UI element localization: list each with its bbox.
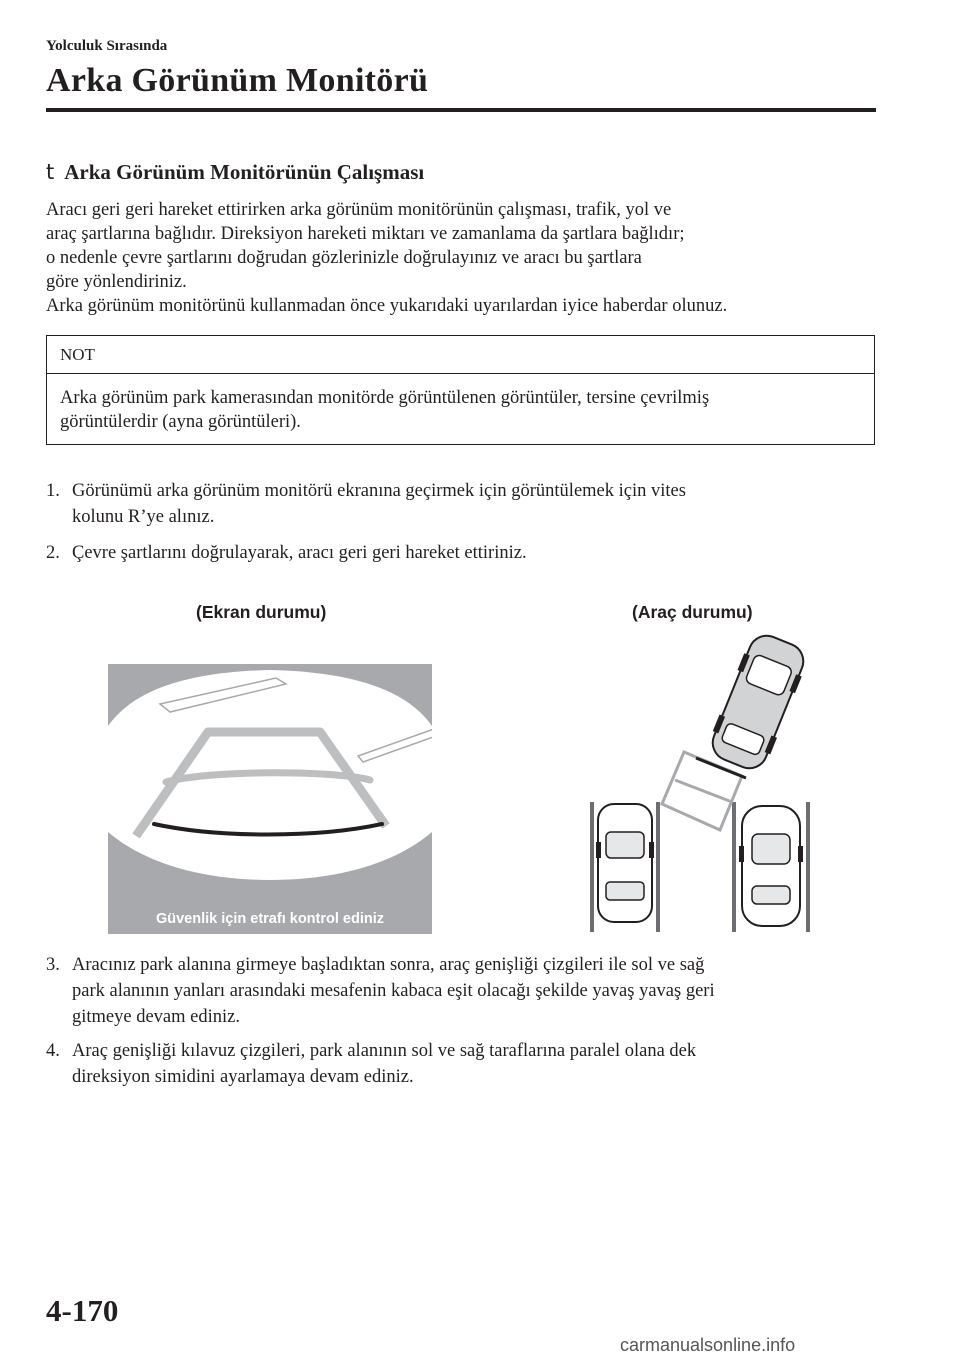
step-line: Araç genişliği kılavuz çizgileri, park alanının sol ve sağ taraflarına paralel olana dek	[72, 1041, 697, 1061]
note-box	[46, 335, 875, 445]
title-divider	[46, 108, 876, 112]
step-line: gitmeye devam ediniz.	[72, 1007, 240, 1027]
intro-line: o nedenle çevre şartlarını doğrudan gözlerinizle doğrulayınız ve aracı bu şartlara	[46, 248, 642, 268]
note-header	[47, 336, 874, 374]
intro-line: araç şartlarına bağlıdır. Direksiyon hareketi miktarı ve zamanlama da şartlara bağlıdır;	[46, 224, 685, 244]
intro-paragraph	[46, 198, 886, 318]
step-line: Aracınız park alanına girmeye başladıktan sonra, araç genişliği çizgileri ile sol ve sağ	[72, 955, 705, 975]
note-line: Arka görünüm park kamerasından monitörde görüntülenen görüntüler, tersine çevrilmiş	[60, 388, 710, 408]
section-bullet: t	[46, 160, 55, 184]
step-line: kolunu R’ye alınız.	[72, 507, 215, 527]
page-number: 4-170	[46, 1293, 119, 1328]
note-label: NOT	[60, 345, 95, 364]
step-line: Görünümü arka görünüm monitörü ekranına geçirmek için görüntülemek için vites	[72, 481, 686, 501]
step-number: 4.	[46, 1041, 60, 1061]
watermark-link[interactable]: carmanualsonline.info	[620, 1335, 796, 1355]
step-line: park alanının yanları arasındaki mesafenin kabaca eşit olacağı şekilde yavaş yavaş geri	[72, 981, 715, 1001]
section-heading	[46, 160, 424, 185]
step-number: 1.	[46, 481, 60, 501]
reversing-car	[705, 634, 812, 775]
step-number: 2.	[46, 543, 60, 563]
intro-line: göre yönlendiriniz.	[46, 272, 187, 292]
breadcrumb: Yolculuk Sırasında	[46, 38, 168, 54]
monitor-screen-illustration	[108, 664, 432, 934]
vehicle-parking-illustration	[576, 634, 846, 934]
step-number: 3.	[46, 955, 60, 975]
parked-car-left	[596, 804, 654, 922]
page-title: Arka Görünüm Monitörü	[46, 62, 429, 99]
parked-car-right	[739, 806, 803, 926]
intro-line: Aracı geri geri hareket ettirirken arka görünüm monitörünün çalışması, trafik, yol ve	[46, 200, 672, 220]
note-line: görüntülerdir (ayna görüntüleri).	[60, 412, 301, 432]
screen-safety-caption: Güvenlik için etrafı kontrol ediniz	[155, 911, 385, 927]
intro-line: Arka görünüm monitörünü kullanmadan önce yukarıdaki uyarılardan iyice haberdar olunuz.	[46, 296, 728, 316]
step-line: Çevre şartlarını doğrulayarak, aracı geri geri hareket ettiriniz.	[72, 543, 527, 563]
section-heading-text: Arka Görünüm Monitörünün Çalışması	[64, 160, 425, 184]
note-body	[60, 386, 709, 434]
screen-view-label: (Ekran durumu)	[196, 602, 327, 622]
vehicle-view-label: (Araç durumu)	[632, 602, 753, 622]
step-line: direksiyon simidini ayarlamaya devam ediniz.	[72, 1067, 414, 1087]
